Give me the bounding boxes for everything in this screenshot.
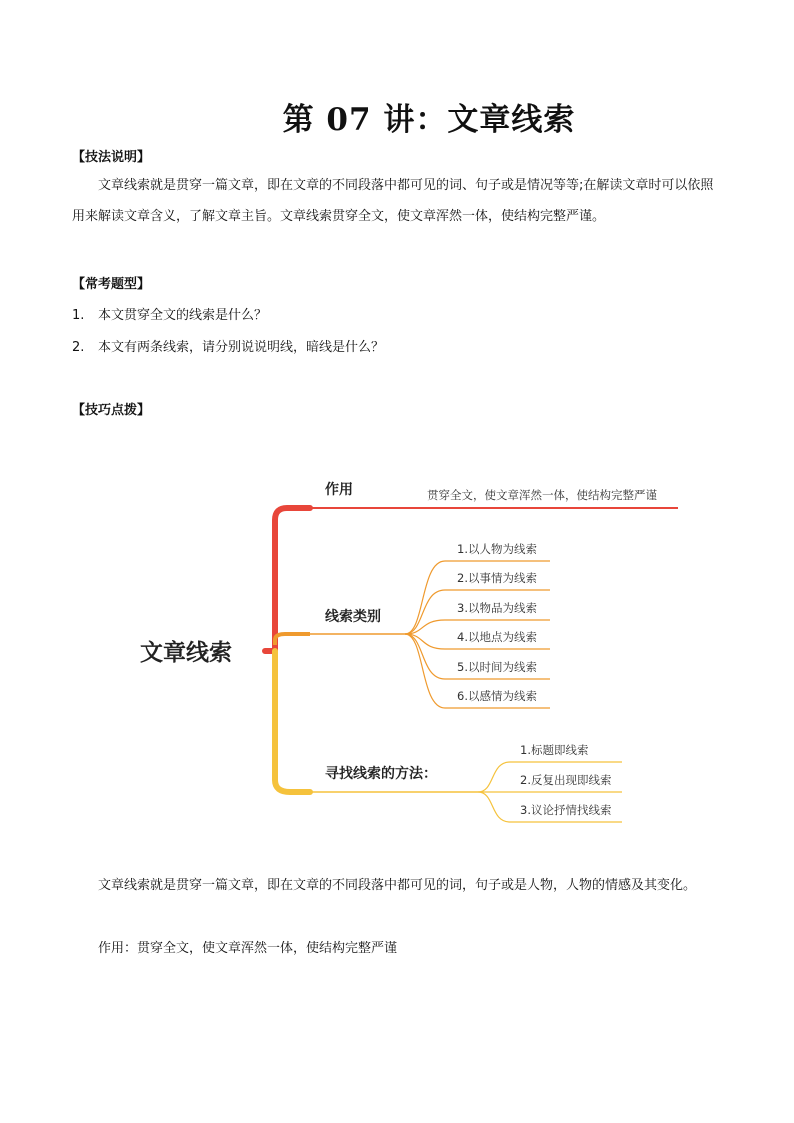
- leaf-method: 2.反复出现即线索: [520, 773, 612, 787]
- question-number: 2.: [72, 340, 85, 355]
- question-text: 本文贯穿全文的线索是什么？: [98, 308, 268, 323]
- branch-label-methods: 寻找线索的方法：: [325, 766, 437, 782]
- leaf-type: 5.以时间为线索: [457, 660, 537, 674]
- mindmap-trunk-red: [265, 508, 310, 651]
- section-heading-questions: 【常考题型】: [72, 277, 151, 292]
- leaf-type: 6.以感情为线索: [457, 689, 537, 703]
- mindmap-root: 文章线索: [140, 640, 232, 666]
- leaf-method: 3.议论抒情找线索: [520, 803, 612, 817]
- leaf-type: 4.以地点为线索: [457, 630, 537, 644]
- mindmap-trunk-yellow: [275, 651, 310, 792]
- section-heading-explain: 【技法说明】: [72, 150, 151, 165]
- leaf-type: 1.以人物为线索: [457, 542, 537, 556]
- closing-paragraph: 文章线索就是贯穿一篇文章，即在文章的不同段落中都可见的词，句子或是人物，人物的情感及其变化。: [98, 878, 697, 893]
- branch-label-effect: 作用: [325, 482, 353, 498]
- question-number: 1.: [72, 308, 85, 323]
- mindmap-trunk-orange: [275, 634, 310, 645]
- branch-label-types: 线索类别: [325, 609, 381, 625]
- explain-paragraph: 文章线索就是贯穿一篇文章，即在文章的不同段落中都可见的词、句子或是情况等等;在解读文章时可以依照用来解读文章含义，了解文章主旨。文章线索贯穿全文，使文章浑然一体，使结构完整严谨。: [72, 178, 714, 224]
- closing-effect: 作用：贯穿全文，使文章浑然一体，使结构完整严谨: [98, 941, 398, 956]
- leaf-type: 3.以物品为线索: [457, 601, 537, 615]
- section-heading-tips: 【技巧点拨】: [72, 403, 151, 418]
- leaf-effect: 贯穿全文，使文章浑然一体，使结构完整严谨: [427, 488, 657, 502]
- question-text: 本文有两条线索，请分别说说明线，暗线是什么？: [98, 340, 385, 355]
- leaf-type: 2.以事情为线索: [457, 571, 537, 585]
- page-title: 第 07 讲：文章线索: [282, 102, 576, 138]
- leaf-method: 1.标题即线索: [520, 743, 589, 757]
